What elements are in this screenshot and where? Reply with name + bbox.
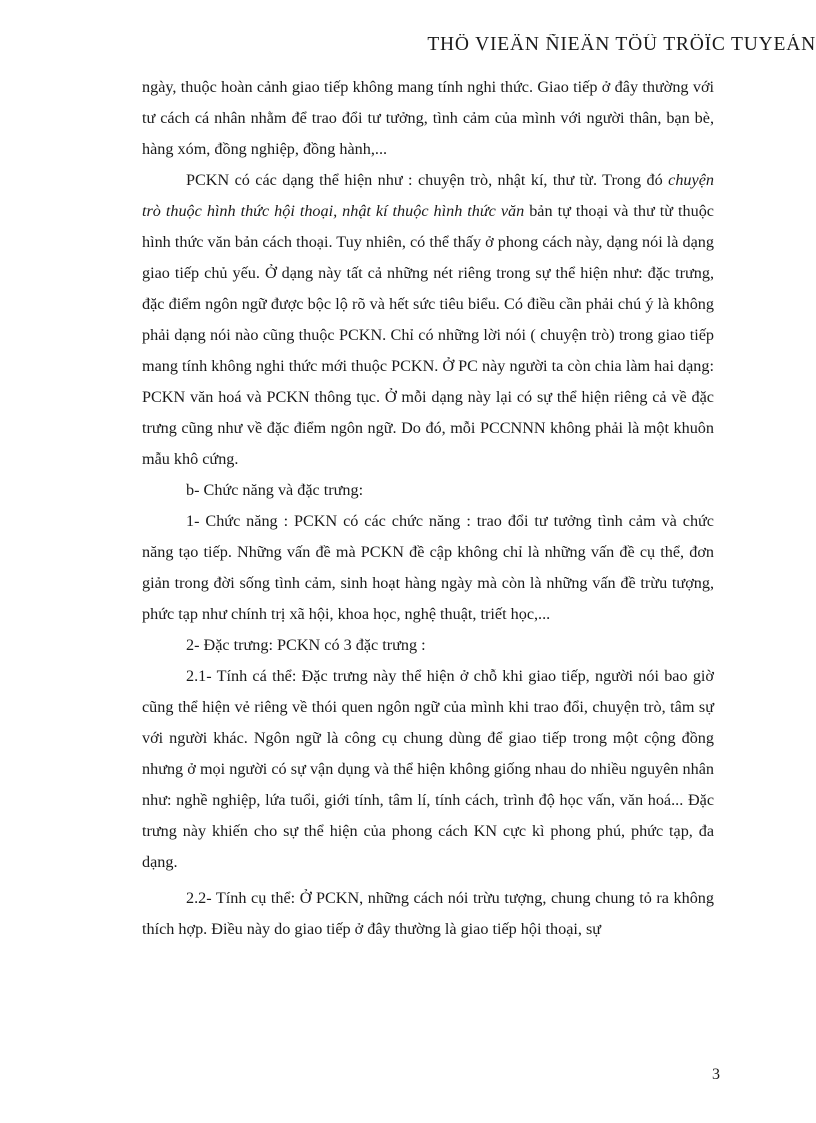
paragraph: 1- Chức năng : PCKN có các chức năng : trao đổi tư tưởng tình cảm và chức năng tạo tiếp. Những vấn đề mà PCKN đề cập không chỉ là những vấn đề cụ thể, đơn giản trong đời sống tình cảm, sinh hoạt hàng ngày mà còn là những vấn đề trừu tượng, phức tạp như chính trị xã hội, khoa học, nghệ thuật, triết học,... — [142, 512, 714, 623]
section-heading: b- Chức năng và đặc trưng: — [186, 481, 364, 499]
page-number: 3 — [712, 1066, 720, 1083]
section-heading: 2- Đặc trưng: PCKN có 3 đặc trưng : — [186, 636, 426, 654]
paragraph: 2.1- Tính cá thể: Đặc trưng này thể hiện ở chỗ khi giao tiếp, người nói bao giờ cũng thể hiện vẻ riêng về thói quen ngôn ngữ của mình khi trao đổi, chuyện trò, tâm sự với người khác. Ngôn ngữ là công cụ chung dùng để giao tiếp trong một cộng đồng nhưng ở mọi người có sự vận dụng và thể hiện không giống nhau do nhiều nguyên nhân như: nghề nghiệp, lứa tuổi, giới tính, tâm lí, tính cách, trình độ học vấn, văn hoá... Đặc trưng này khiến cho sự thể hiện của phong cách KN cực kì phong phú, phức tạp, đa dạng. — [142, 667, 714, 871]
paragraph: 2.2- Tính cụ thể: Ở PCKN, những cách nói trừu tượng, chung chung tỏ ra không thích hợp. Điều này do giao tiếp ở đây thường là giao tiếp hội thoại, sự — [142, 889, 714, 938]
document-body — [142, 72, 714, 945]
paragraph-text: PCKN có các dạng thể hiện như : chuyện trò, nhật kí, thư từ. Trong đó — [186, 171, 669, 189]
page-header-title: THÖ VIEÄN ÑIEÄN TÖÛ TRÖÏC TUYEÁN — [427, 34, 816, 55]
paragraph-text: bản tự thoại và thư từ thuộc hình thức văn bản cách thoại. Tuy nhiên, có thể thấy ở phong cách này, dạng nói là dạng giao tiếp chủ yếu. Ở dạng này tất cả những nét riêng trong sự thể hiện như: đặc trưng, đặc điểm ngôn ngữ được bộc lộ rõ và hết sức tiêu biểu. Có điều cần phải chú ý là không phải dạng nói nào cũng thuộc PCKN. Chỉ có những lời nói ( chuyện trò) trong giao tiếp mang tính không nghi thức mới thuộc PCKN. Ở PC này người ta còn chia làm hai dạng: PCKN văn hoá và PCKN thông tục. Ở mỗi dạng này lại có sự thể hiện riêng cả về đặc trưng cũng như về đặc điểm ngôn ngữ. Do đó, mỗi PCCNNN không phải là một khuôn mẫu khô cứng. — [142, 202, 714, 468]
italic-text: chuyện trò thuộc hình thức hội thoại, nhật kí thuộc hình thức văn — [142, 171, 714, 220]
paragraph: ngày, thuộc hoàn cảnh giao tiếp không mang tính nghi thức. Giao tiếp ở đây thường với tư cách cá nhân nhằm để trao đổi tư tưởng, tình cảm của mình với người thân, bạn bè, hàng xóm, đồng nghiệp, đồng hành,... — [142, 78, 714, 158]
paragraph — [142, 165, 714, 475]
